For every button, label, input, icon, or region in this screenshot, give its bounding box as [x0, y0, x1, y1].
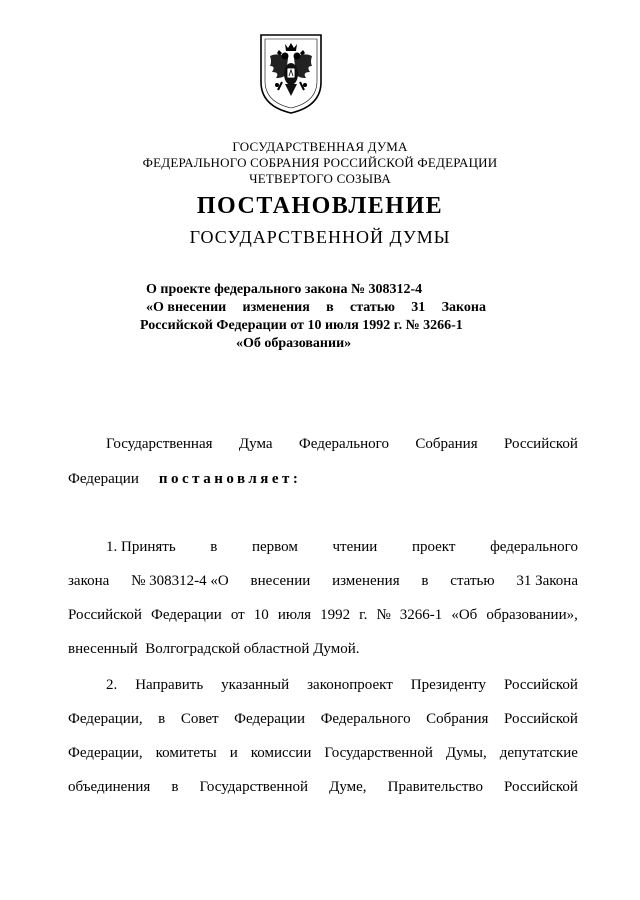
word: Закона — [441, 300, 486, 315]
word: Думы, — [445, 745, 487, 761]
header-line-convocation: ЧЕТВЕРТОГО СОЗЫВА — [249, 171, 391, 186]
header-line-assembly: ФЕДЕРАЛЬНОГО СОБРАНИЯ РОССИЙСКОЙ ФЕДЕРАЦИИ — [142, 155, 498, 170]
word: Российской — [504, 711, 578, 727]
p1-line-2 — [68, 572, 578, 591]
coat-of-arms-emblem — [258, 32, 324, 116]
word: Федерации — [234, 711, 305, 727]
resolves-word: постановляет: — [158, 471, 302, 487]
word: объединения — [68, 779, 151, 795]
word: чтении — [332, 539, 378, 555]
word: 3266-1 — [399, 607, 443, 623]
word: Президенту — [410, 677, 487, 693]
word: Государственной — [199, 779, 309, 795]
word: федерального — [490, 539, 578, 555]
p1-line-4: внесенный Волгоградской областной Думой. — [68, 641, 360, 657]
word: Дума — [238, 436, 273, 452]
word: июля — [277, 607, 312, 623]
word: Государственной — [324, 745, 433, 761]
word: Российской — [504, 779, 578, 795]
word: Думе, — [329, 779, 367, 795]
word: статью — [350, 300, 395, 315]
intro-line-2 — [68, 470, 578, 489]
word: «О внесении — [146, 300, 227, 315]
document-subtitle: ГОСУДАРСТВЕННОЙ ДУМЫ — [189, 227, 451, 247]
subject-line-3: Российской Федерации от 10 июля 1992 г. № 3266-1 — [140, 318, 463, 333]
word: в — [210, 539, 218, 555]
word: «Об — [451, 607, 478, 623]
word: изменения — [242, 300, 310, 315]
p1-line-3 — [68, 606, 578, 625]
word: образовании», — [486, 607, 578, 623]
word: Российской — [504, 677, 578, 693]
subject-line-4: «Об образовании» — [236, 336, 352, 351]
word: законопроект — [307, 677, 393, 693]
word: Федерации, — [68, 711, 143, 727]
header-line-duma: ГОСУДАРСТВЕННАЯ ДУМА — [232, 139, 408, 154]
word: депутатские — [499, 745, 578, 761]
word: изменения — [332, 573, 400, 589]
p2-line-2 — [68, 710, 578, 729]
word: г. — [359, 607, 368, 623]
word: в — [158, 711, 166, 727]
document-title: ПОСТАНОВЛЕНИЕ — [196, 193, 444, 219]
word: указанный — [221, 677, 290, 693]
word: Направить — [135, 677, 204, 693]
word: комитеты — [155, 745, 217, 761]
intro-line-1 — [106, 435, 578, 454]
subject-line-1: О проекте федерального закона № 308312-4 — [146, 282, 423, 297]
word: 2. — [106, 677, 118, 693]
word: 10 — [253, 607, 269, 623]
word: Собрания — [426, 711, 489, 727]
word: и — [229, 745, 238, 761]
word: Российской — [68, 607, 142, 623]
word: статью — [450, 573, 495, 589]
p2-line-1 — [106, 676, 578, 695]
word: комиссии — [250, 745, 312, 761]
word: 1992 — [320, 607, 351, 623]
word: внесении — [250, 573, 311, 589]
word: № 308312-4 «О — [131, 573, 229, 589]
word: в — [421, 573, 429, 589]
word: Федерации, — [68, 745, 143, 761]
word: 1. Принять — [106, 539, 176, 555]
word: Российской — [504, 436, 578, 452]
p1-line-1 — [106, 538, 578, 557]
p2-line-4 — [68, 778, 578, 797]
word: Правительство — [387, 779, 483, 795]
word: Федерации — [68, 471, 139, 487]
word: первом — [252, 539, 298, 555]
word: Федерального — [320, 711, 411, 727]
word: Совет — [180, 711, 219, 727]
word: в — [326, 300, 334, 315]
word: № — [376, 607, 391, 623]
word: Государственная — [106, 436, 213, 452]
p2-line-3 — [68, 744, 578, 763]
word: Собрания — [415, 436, 478, 452]
word: закона — [68, 573, 110, 589]
word: 31 — [411, 300, 426, 315]
word: Федерального — [298, 436, 389, 452]
word: в — [171, 779, 179, 795]
subject-line-2 — [146, 299, 486, 317]
word: от — [230, 607, 245, 623]
word: Федерации — [150, 607, 222, 623]
word: проект — [411, 539, 456, 555]
word: 31 Закона — [516, 573, 578, 589]
